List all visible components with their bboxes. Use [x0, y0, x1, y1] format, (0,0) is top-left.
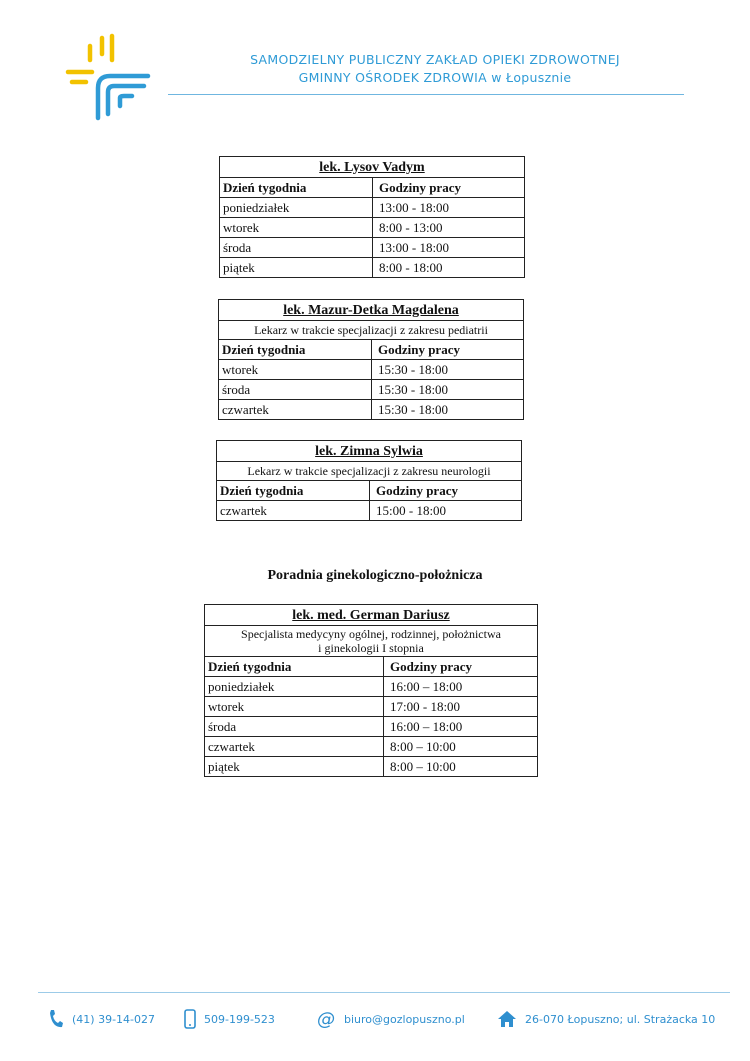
hours-cell: 13:00 - 18:00: [373, 238, 525, 258]
hours-cell: 13:00 - 18:00: [373, 198, 525, 218]
footer-address: [497, 1008, 715, 1030]
table-row: [220, 218, 525, 238]
day-cell: czwartek: [205, 737, 384, 757]
table-row: [220, 258, 525, 278]
phone-icon: [48, 1009, 64, 1029]
day-cell: poniedziałek: [205, 677, 384, 697]
column-header-day: Dzień tygodnia: [205, 657, 384, 677]
footer-mobile: [184, 1008, 275, 1030]
header-divider: [168, 94, 684, 95]
doctor-specialization: Lekarz w trakcie specjalizacji z zakresu pediatrii: [219, 321, 524, 340]
mobile-phone-icon: [184, 1009, 196, 1029]
schedule-table-german: [204, 604, 538, 777]
doctor-name: lek. med. German Dariusz: [205, 605, 538, 626]
day-cell: środa: [205, 717, 384, 737]
day-cell: wtorek: [220, 218, 373, 238]
day-cell: wtorek: [219, 360, 372, 380]
table-row: [205, 717, 538, 737]
org-name-line2-suffix: w Łopusznie: [491, 70, 572, 85]
footer-email: [316, 1008, 465, 1030]
day-cell: środa: [220, 238, 373, 258]
hours-cell: 8:00 – 10:00: [384, 737, 538, 757]
postal-address: 26-070 Łopuszno; ul. Strażacka 10: [525, 1012, 716, 1026]
table-row: [205, 677, 538, 697]
phone-number: (41) 39-14-027: [72, 1012, 156, 1026]
table-row: [205, 697, 538, 717]
at-sign-icon: [316, 1009, 336, 1029]
section-title-gynecology: Poradnia ginekologiczno-położnicza: [267, 568, 483, 583]
doctor-specialization-line1: Specjalista medycyny ogólnej, rodzinnej, położnictwa: [241, 627, 501, 641]
schedule-table-mazur-detka: [218, 299, 524, 420]
hours-cell: 15:30 - 18:00: [372, 380, 524, 400]
table-row: [205, 737, 538, 757]
day-cell: piątek: [220, 258, 373, 278]
footer-phone: [48, 1008, 155, 1030]
day-cell: wtorek: [205, 697, 384, 717]
mobile-number: 509-199-523: [204, 1012, 275, 1026]
table-row: [219, 360, 524, 380]
org-name-line2: [175, 70, 695, 85]
email-address: biuro@gozlopuszno.pl: [344, 1012, 465, 1026]
doctor-name: lek. Mazur-Detka Magdalena: [219, 300, 524, 321]
footer-divider: [38, 992, 730, 993]
hours-cell: 8:00 – 10:00: [384, 757, 538, 777]
schedule-table-zimna: [216, 440, 522, 521]
hours-cell: 15:30 - 18:00: [372, 400, 524, 420]
hours-cell: 15:30 - 18:00: [372, 360, 524, 380]
table-row: [219, 400, 524, 420]
table-row: [217, 501, 522, 521]
hours-cell: 17:00 - 18:00: [384, 697, 538, 717]
day-cell: poniedziałek: [220, 198, 373, 218]
column-header-hours: Godziny pracy: [370, 481, 522, 501]
org-name-line1: SAMODZIELNY PUBLICZNY ZAKŁAD OPIEKI ZDROWOTNEJ: [250, 52, 620, 67]
day-cell: czwartek: [217, 501, 370, 521]
column-header-day: Dzień tygodnia: [219, 340, 372, 360]
doctor-specialization: Lekarz w trakcie specjalizacji z zakresu neurologii: [217, 462, 522, 481]
doctor-specialization-line2: i ginekologii I stopnia: [318, 641, 424, 655]
svg-text:@: @: [317, 1009, 335, 1029]
footer: [0, 1008, 750, 1032]
day-cell: środa: [219, 380, 372, 400]
table-row: [220, 198, 525, 218]
hours-cell: 8:00 - 13:00: [373, 218, 525, 238]
logo-cross-icon: [62, 32, 158, 124]
doctor-name: lek. Lysov Vadym: [220, 157, 525, 178]
doctor-specialization: [205, 626, 538, 657]
hours-cell: 8:00 - 18:00: [373, 258, 525, 278]
column-header-day: Dzień tygodnia: [217, 481, 370, 501]
hours-cell: 15:00 - 18:00: [370, 501, 522, 521]
column-header-hours: Godziny pracy: [373, 178, 525, 198]
hours-cell: 16:00 – 18:00: [384, 677, 538, 697]
table-row: [219, 380, 524, 400]
column-header-day: Dzień tygodnia: [220, 178, 373, 198]
table-row: [205, 757, 538, 777]
day-cell: czwartek: [219, 400, 372, 420]
column-header-hours: Godziny pracy: [372, 340, 524, 360]
doctor-name: lek. Zimna Sylwia: [217, 441, 522, 462]
org-name-line2-main: GMINNY OŚRODEK ZDROWIA: [298, 70, 487, 85]
table-row: [220, 238, 525, 258]
hours-cell: 16:00 – 18:00: [384, 717, 538, 737]
home-icon: [497, 1010, 517, 1028]
schedule-table-lysov: [219, 156, 525, 278]
column-header-hours: Godziny pracy: [384, 657, 538, 677]
day-cell: piątek: [205, 757, 384, 777]
